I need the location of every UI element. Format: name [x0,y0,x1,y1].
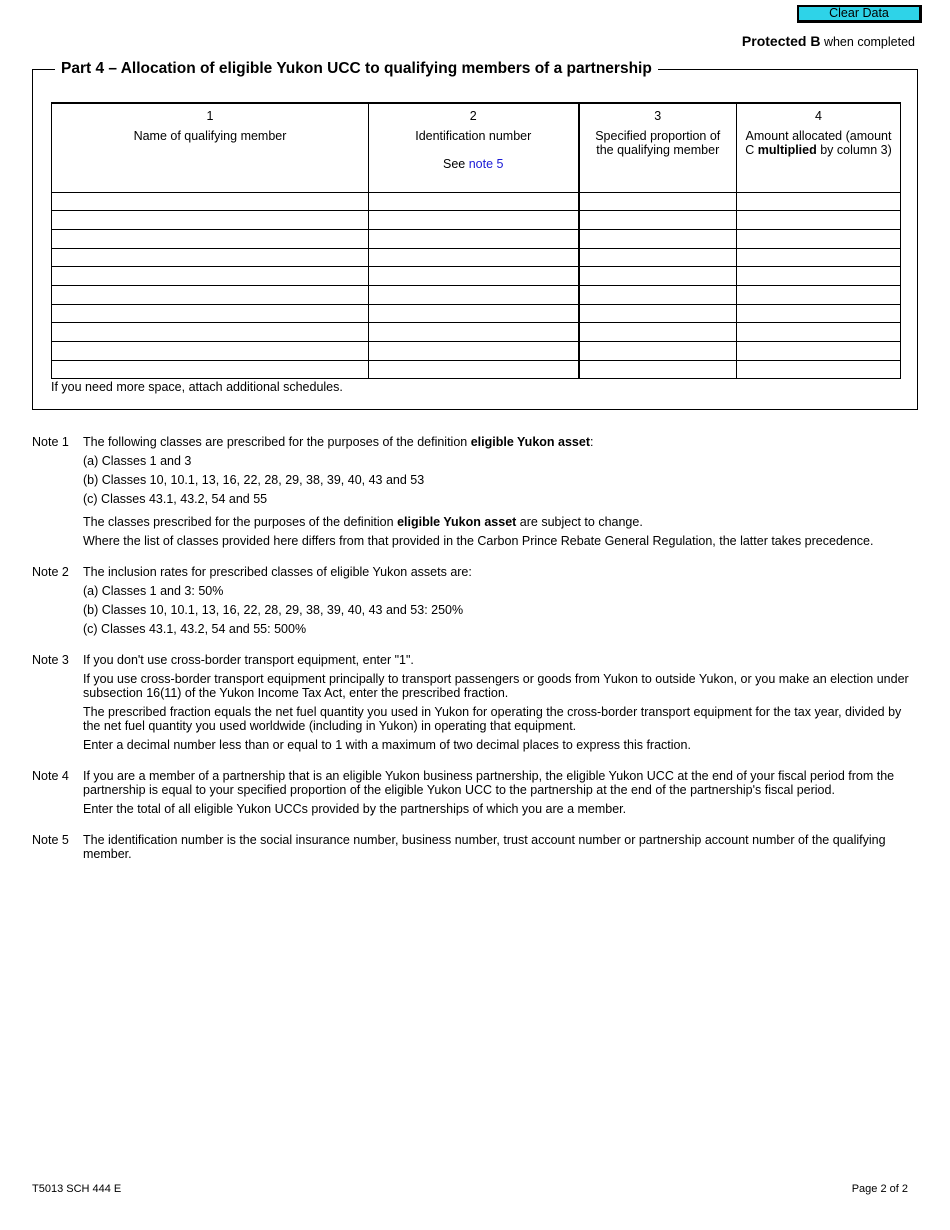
note-intro [83,435,912,449]
part4-title: Part 4 – Allocation of eligible Yukon UCC to qualifying members of a partnership [55,60,658,78]
note-body [83,653,912,757]
allocation-table [51,102,901,379]
table-row [52,304,901,323]
note-4 [32,769,912,821]
col-header-name [52,103,369,192]
col-label-pre: Amount allocated (amount C [745,129,892,157]
note-item: (a) Classes 1 and 3 [83,454,192,468]
note-item: (c) Classes 43.1, 43.2, 54 and 55: 500% [83,622,307,636]
note-label: Note 3 [32,653,69,667]
part4-section [32,60,918,410]
specified-proportion-cell[interactable] [579,211,737,230]
note-paragraph: If you are a member of a partnership that is an eligible Yukon business partnership, the eligible Yukon UCC at the end of your fiscal period from the partnership is equal to your specified proportion of the eligible Yukon UCC to the partnership at the end of the partnership's fiscal period. [83,769,895,797]
see-prefix: See [443,157,469,171]
table-row [52,285,901,304]
member-name-cell[interactable] [52,267,369,286]
member-name-cell[interactable] [52,360,369,379]
note5-link[interactable]: note 5 [468,157,504,171]
note-body [83,769,912,821]
col-number: 1 [206,109,214,123]
specified-proportion-cell[interactable] [579,229,737,248]
note-text: : [589,435,594,449]
note-paragraph: Where the list of classes provided here differs from that provided in the Carbon Prince Rebate General Regulation, the latter takes precedence. [83,534,874,548]
col-header-amount [737,103,901,192]
amount-allocated-cell[interactable] [737,323,901,342]
clear-data-button[interactable]: Clear Data [797,5,922,23]
note-label: Note 4 [32,769,69,783]
table-header-row [52,103,901,192]
note-bold: eligible Yukon asset [470,435,590,449]
identification-number-cell[interactable] [369,323,579,342]
amount-allocated-cell[interactable] [737,229,901,248]
member-name-cell[interactable] [52,248,369,267]
note-text: The following classes are prescribed for the purposes of the definition [83,435,471,449]
allocation-table-body [52,192,901,379]
page-number: Page 2 of 2 [851,1183,908,1195]
member-name-cell[interactable] [52,323,369,342]
specified-proportion-cell[interactable] [579,192,737,211]
amount-allocated-cell[interactable] [737,342,901,361]
table-row [52,342,901,361]
col-label: Identification number [415,129,532,143]
table-row [52,267,901,286]
note-label: Note 1 [32,435,69,449]
table-row [52,229,901,248]
note-paragraph: Enter a decimal number less than or equal to 1 with a maximum of two decimal places to express this fraction. [83,738,691,752]
col-label-post: by column 3) [816,143,892,157]
col-number: 4 [815,109,822,123]
specified-proportion-cell[interactable] [579,304,737,323]
specified-proportion-cell[interactable] [579,360,737,379]
notes-section [32,435,912,878]
member-name-cell[interactable] [52,304,369,323]
col-label: Name of qualifying member [133,129,287,143]
see-note-text [375,157,572,171]
col-header-id [369,103,579,192]
amount-allocated-cell[interactable] [737,267,901,286]
note-2 [32,565,912,641]
note-body [83,833,912,866]
note-paragraph: If you don't use cross-border transport equipment, enter "1". [83,653,414,667]
specified-proportion-cell[interactable] [579,342,737,361]
identification-number-cell[interactable] [369,267,579,286]
table-row [52,192,901,211]
note-body [83,565,912,641]
specified-proportion-cell[interactable] [579,248,737,267]
note-item: (b) Classes 10, 10.1, 13, 16, 22, 28, 29, 38, 39, 40, 43 and 53 [83,473,425,487]
identification-number-cell[interactable] [369,211,579,230]
note-item: (b) Classes 10, 10.1, 13, 16, 22, 28, 29, 38, 39, 40, 43 and 53: 250% [83,603,464,617]
identification-number-cell[interactable] [369,360,579,379]
table-row [52,360,901,379]
more-space-instruction: If you need more space, attach additional schedules. [51,380,343,394]
col-header-proportion [579,103,737,192]
col-label-bold: multiplied [757,143,817,157]
note-text: The classes prescribed for the purposes of the definition [83,515,398,529]
member-name-cell[interactable] [52,229,369,248]
member-name-cell[interactable] [52,192,369,211]
amount-allocated-cell[interactable] [737,285,901,304]
specified-proportion-cell[interactable] [579,267,737,286]
form-identifier: T5013 SCH 444 E [32,1183,122,1195]
note-paragraph: Enter the total of all eligible Yukon UCCs provided by the partnerships of which you are a member. [83,802,627,816]
note-1 [32,435,912,553]
note-body [83,435,912,553]
member-name-cell[interactable] [52,285,369,304]
note-label: Note 2 [32,565,69,579]
table-row [52,323,901,342]
amount-allocated-cell[interactable] [737,211,901,230]
identification-number-cell[interactable] [369,229,579,248]
identification-number-cell[interactable] [369,342,579,361]
note-paragraph: If you use cross-border transport equipment principally to transport passengers or goods from Yukon to outside Yukon, or you make an election under subsection 16(11) of the Yukon Income Tax Act, enter the prescribed fraction. [83,672,909,700]
amount-allocated-cell[interactable] [737,192,901,211]
note-item: (a) Classes 1 and 3: 50% [83,584,224,598]
note-label: Note 5 [32,833,69,847]
specified-proportion-cell[interactable] [579,323,737,342]
col-number: 3 [654,109,662,123]
col-number: 2 [469,109,477,123]
note-intro: The inclusion rates for prescribed classes of eligible Yukon assets are: [83,565,472,579]
amount-allocated-cell[interactable] [737,304,901,323]
table-row [52,211,901,230]
note-paragraph: The prescribed fraction equals the net fuel quantity you used in Yukon for operating the cross-border transport equipment for the tax year, divided by the net fuel quantity you used worldwide (including in Yukon) in operating that equipment. [83,705,902,733]
col-label [745,129,892,157]
specified-proportion-cell[interactable] [579,285,737,304]
note-5 [32,833,912,866]
identification-number-cell[interactable] [369,192,579,211]
note-text: are subject to change. [516,515,643,529]
protected-b-bold: Protected B [741,33,821,49]
amount-allocated-cell[interactable] [737,248,901,267]
note-bold: eligible Yukon asset [397,515,517,529]
identification-number-cell[interactable] [369,248,579,267]
table-row [52,248,901,267]
protected-b-suffix: when completed [820,35,915,49]
col-label: Specified proportion of the qualifying member [595,129,721,157]
note-paragraph: The identification number is the social insurance number, business number, trust account number or partnership account number of the qualifying member. [83,833,886,861]
member-name-cell[interactable] [52,342,369,361]
amount-allocated-cell[interactable] [737,360,901,379]
note-3 [32,653,912,757]
note-paragraph [83,515,912,529]
protected-b-label [742,33,915,49]
note-item: (c) Classes 43.1, 43.2, 54 and 55 [83,492,268,506]
identification-number-cell[interactable] [369,304,579,323]
member-name-cell[interactable] [52,211,369,230]
identification-number-cell[interactable] [369,285,579,304]
